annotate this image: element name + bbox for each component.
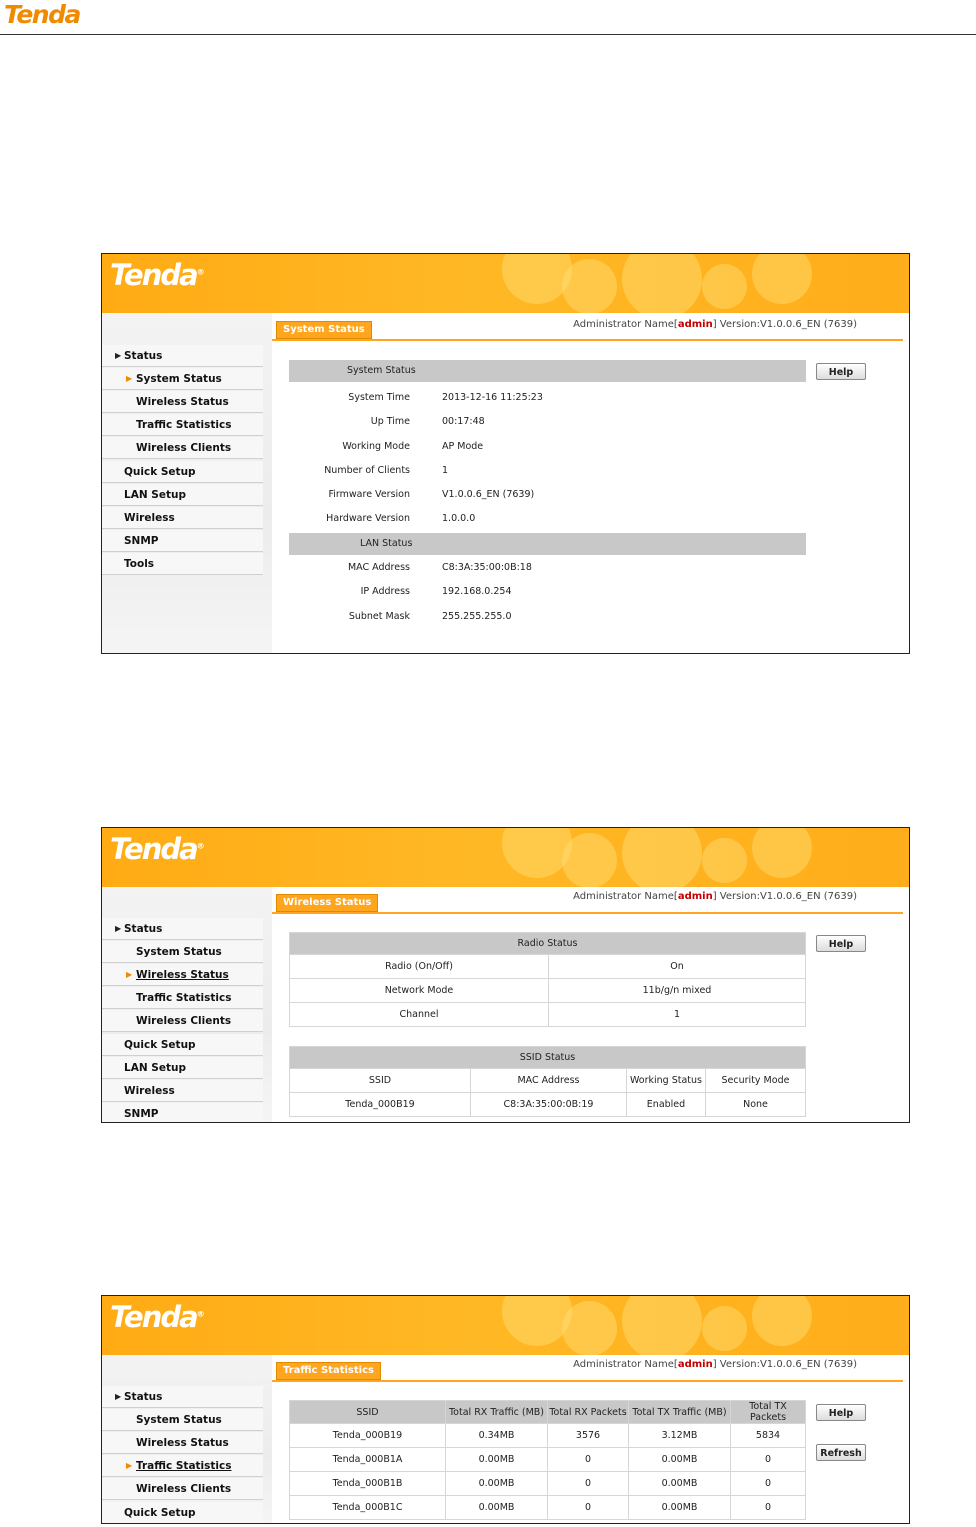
tenda-logo: Tenda® xyxy=(110,832,205,866)
col-ssid: SSID xyxy=(290,1069,471,1093)
col-tx-traffic: Total TX Traffic (MB) xyxy=(629,1401,731,1424)
rx-packets-cell: 0 xyxy=(548,1496,629,1520)
rx-traffic-cell: 0.00MB xyxy=(446,1496,548,1520)
refresh-button[interactable]: Refresh xyxy=(816,1444,866,1461)
table-row xyxy=(290,1472,806,1496)
table-row xyxy=(290,1496,806,1520)
nav-wireless[interactable]: Wireless xyxy=(102,507,263,529)
nav-system-status[interactable]: ▶ System Status xyxy=(102,368,263,390)
working-mode-label: Working Mode xyxy=(342,441,410,452)
tx-traffic-cell: 3.12MB xyxy=(629,1424,731,1448)
current-arrow-icon: ▶ xyxy=(126,374,133,383)
ssid-cell: Tenda_000B1C xyxy=(290,1496,446,1520)
table-row xyxy=(290,1093,806,1117)
ip-address-label: IP Address xyxy=(360,586,410,597)
ssid-status-table xyxy=(289,1046,806,1117)
nav-wireless-status[interactable]: Wireless Status xyxy=(102,1432,263,1454)
firmware-version-value: V1.0.0.6_EN (7639) xyxy=(442,489,535,500)
rx-traffic-cell: 0.00MB xyxy=(446,1472,548,1496)
mac-address-value: C8:3A:35:00:0B:18 xyxy=(442,562,532,573)
ssid-status-title: SSID Status xyxy=(290,1047,806,1069)
client-count-value: 1 xyxy=(442,465,449,476)
ssid-cell: Tenda_000B19 xyxy=(290,1093,471,1117)
nav-lan-setup[interactable]: LAN Setup xyxy=(102,484,263,506)
table-row xyxy=(290,1424,806,1448)
nav-wireless-clients[interactable]: Wireless Clients xyxy=(102,1478,263,1500)
tx-packets-cell: 5834 xyxy=(731,1424,806,1448)
current-arrow-icon: ▶ xyxy=(126,1461,133,1470)
admin-version-info: Administrator Name[admin] Version:V1.0.0.6_EN (7639) xyxy=(573,1359,857,1370)
col-working-status: Working Status xyxy=(627,1069,706,1093)
system-status-header: System Status xyxy=(289,360,806,382)
col-security-mode: Security Mode xyxy=(706,1069,806,1093)
expand-arrow-icon: ▶ xyxy=(115,1392,122,1401)
tab-system-status: System Status xyxy=(276,321,372,339)
status-cell: Enabled xyxy=(627,1093,706,1117)
traffic-table xyxy=(289,1400,806,1520)
nav-status[interactable]: ▶ Status xyxy=(102,1386,263,1408)
tx-packets-cell: 0 xyxy=(731,1472,806,1496)
current-arrow-icon: ▶ xyxy=(126,970,133,979)
traffic-statistics-screenshot xyxy=(101,1295,910,1524)
wireless-status-screenshot xyxy=(101,827,910,1123)
up-time-label: Up Time xyxy=(370,416,410,427)
expand-arrow-icon: ▶ xyxy=(115,924,122,933)
header-divider xyxy=(0,34,976,35)
nav-quick-setup[interactable]: Quick Setup xyxy=(102,1502,263,1524)
rx-traffic-cell: 0.00MB xyxy=(446,1448,548,1472)
col-mac-address: MAC Address xyxy=(471,1069,627,1093)
working-mode-value: AP Mode xyxy=(442,441,484,452)
nav-quick-setup[interactable]: Quick Setup xyxy=(102,461,263,483)
network-mode-label: Network Mode xyxy=(290,979,549,1003)
subnet-mask-value: 255.255.255.0 xyxy=(442,611,512,622)
document-logo: Tenda xyxy=(4,0,80,29)
sidebar xyxy=(102,1355,272,1523)
subnet-mask-label: Subnet Mask xyxy=(348,611,410,622)
rx-traffic-cell: 0.34MB xyxy=(446,1424,548,1448)
nav-wireless-status[interactable]: ▶ Wireless Status xyxy=(102,964,263,986)
sidebar xyxy=(102,887,272,1122)
security-cell: None xyxy=(706,1093,806,1117)
nav-traffic-statistics[interactable]: Traffic Statistics xyxy=(102,414,263,436)
expand-arrow-icon: ▶ xyxy=(115,351,122,360)
col-rx-traffic: Total RX Traffic (MB) xyxy=(446,1401,548,1424)
nav-wireless-clients[interactable]: Wireless Clients xyxy=(102,437,263,459)
tab-traffic-statistics: Traffic Statistics xyxy=(276,1362,381,1380)
channel-label: Channel xyxy=(290,1003,549,1027)
col-tx-packets: Total TX Packets xyxy=(731,1401,806,1424)
nav-wireless[interactable]: Wireless xyxy=(102,1080,263,1102)
hardware-version-label: Hardware Version xyxy=(326,513,410,524)
sidebar xyxy=(102,313,272,653)
tab-underline xyxy=(272,1380,903,1382)
rx-packets-cell: 0 xyxy=(548,1472,629,1496)
tx-traffic-cell: 0.00MB xyxy=(629,1472,731,1496)
nav-snmp[interactable]: SNMP xyxy=(102,530,263,552)
network-mode-value: 11b/g/n mixed xyxy=(549,979,806,1003)
router-banner xyxy=(102,828,909,887)
tx-packets-cell: 0 xyxy=(731,1496,806,1520)
lan-status-header: LAN Status xyxy=(289,533,806,555)
tx-traffic-cell: 0.00MB xyxy=(629,1448,731,1472)
admin-version-info: Administrator Name[admin] Version:V1.0.0.6_EN (7639) xyxy=(573,319,857,330)
nav-system-status[interactable]: System Status xyxy=(102,1409,263,1431)
mac-cell: C8:3A:35:00:0B:19 xyxy=(471,1093,627,1117)
tenda-logo: Tenda® xyxy=(110,258,205,292)
nav-quick-setup[interactable]: Quick Setup xyxy=(102,1034,263,1056)
table-row xyxy=(290,1448,806,1472)
system-status-screenshot xyxy=(101,253,910,654)
radio-label: Radio (On/Off) xyxy=(290,955,549,979)
col-ssid: SSID xyxy=(290,1401,446,1424)
mac-address-label: MAC Address xyxy=(347,562,410,573)
nav-system-status[interactable]: System Status xyxy=(102,941,263,963)
nav-status[interactable]: ▶ Status xyxy=(102,345,263,367)
client-count-label: Number of Clients xyxy=(324,465,410,476)
tab-wireless-status: Wireless Status xyxy=(276,894,378,912)
tab-underline xyxy=(272,339,903,341)
ip-address-value: 192.168.0.254 xyxy=(442,586,512,597)
radio-status-title: Radio Status xyxy=(290,933,806,955)
nav-wireless-status[interactable]: Wireless Status xyxy=(102,391,263,413)
admin-version-info: Administrator Name[admin] Version:V1.0.0.6_EN (7639) xyxy=(573,891,857,902)
system-time-value: 2013-12-16 11:25:23 xyxy=(442,392,543,403)
nav-tools[interactable]: Tools xyxy=(102,553,263,575)
hardware-version-value: 1.0.0.0 xyxy=(442,513,476,524)
radio-status-table xyxy=(289,932,806,1027)
system-time-label: System Time xyxy=(348,392,410,403)
tx-traffic-cell: 0.00MB xyxy=(629,1496,731,1520)
ssid-cell: Tenda_000B1B xyxy=(290,1472,446,1496)
radio-value: On xyxy=(549,955,806,979)
ssid-cell: Tenda_000B1A xyxy=(290,1448,446,1472)
channel-value: 1 xyxy=(549,1003,806,1027)
nav-snmp[interactable]: SNMP xyxy=(102,1103,263,1123)
up-time-value: 00:17:48 xyxy=(442,416,485,427)
tx-packets-cell: 0 xyxy=(731,1448,806,1472)
help-button[interactable]: Help xyxy=(816,935,866,952)
rx-packets-cell: 0 xyxy=(548,1448,629,1472)
rx-packets-cell: 3576 xyxy=(548,1424,629,1448)
col-rx-packets: Total RX Packets xyxy=(548,1401,629,1424)
ssid-cell: Tenda_000B19 xyxy=(290,1424,446,1448)
help-button[interactable]: Help xyxy=(816,363,866,380)
router-banner xyxy=(102,254,909,313)
tenda-logo: Tenda® xyxy=(110,1300,205,1334)
nav-lan-setup[interactable]: LAN Setup xyxy=(102,1057,263,1079)
router-banner xyxy=(102,1296,909,1355)
nav-status[interactable]: ▶ Status xyxy=(102,918,263,940)
nav-wireless-clients[interactable]: Wireless Clients xyxy=(102,1010,263,1032)
nav-traffic-statistics[interactable]: Traffic Statistics xyxy=(102,987,263,1009)
nav-traffic-statistics[interactable]: ▶ Traffic Statistics xyxy=(102,1455,263,1477)
firmware-version-label: Firmware Version xyxy=(328,489,410,500)
help-button[interactable]: Help xyxy=(816,1404,866,1421)
tab-underline xyxy=(272,912,903,914)
